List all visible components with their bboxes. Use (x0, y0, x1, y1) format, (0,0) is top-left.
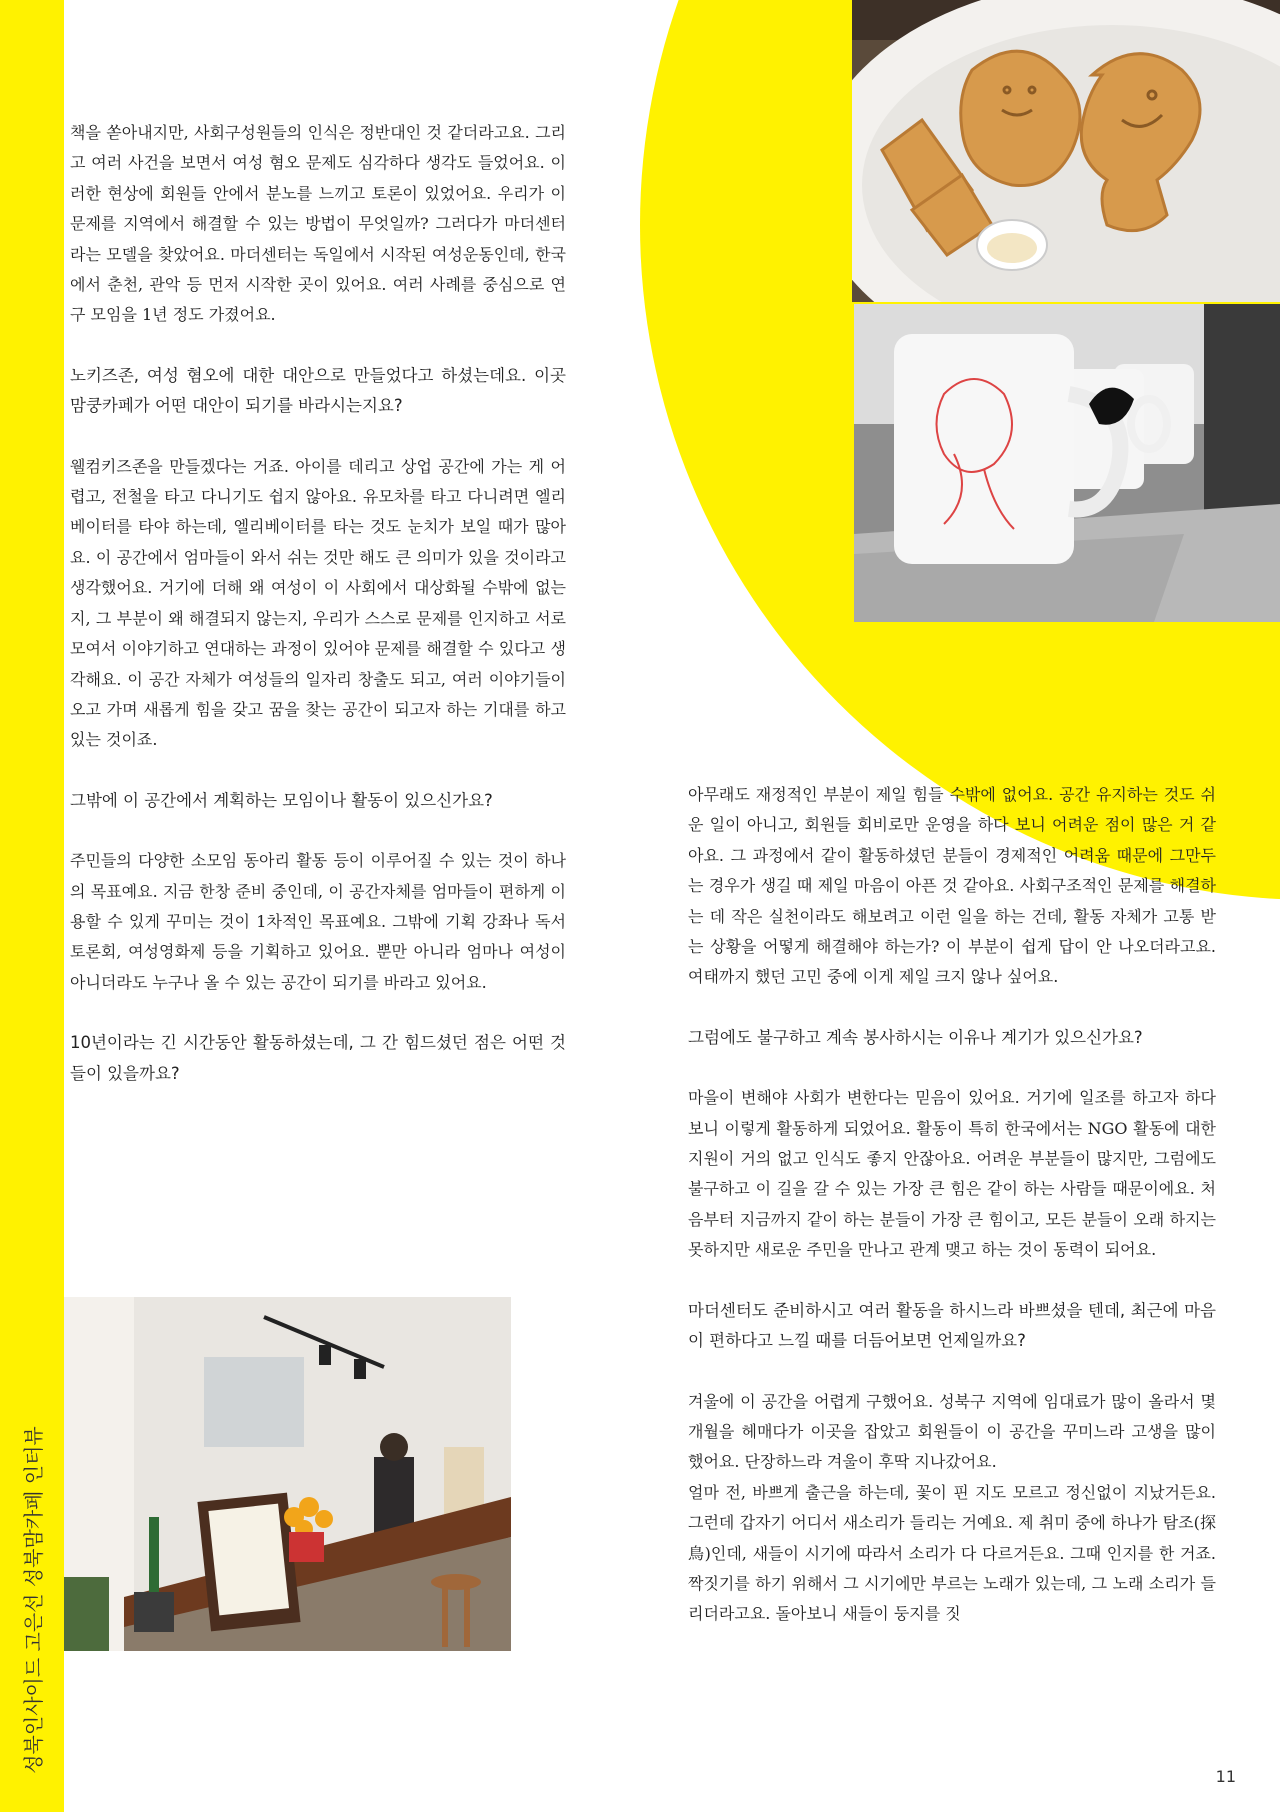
page-number: 11 (1215, 1767, 1236, 1786)
left-text-column (70, 118, 566, 1089)
mugs-photo (854, 304, 1280, 622)
right-text-column (688, 780, 1216, 1630)
answer-paragraph: 아무래도 재정적인 부분이 제일 힘들 수밖에 없어요. 공간 유지하는 것도 쉬운 일이 아니고, 회원들 회비로만 운영을 하다 보니 어려운 점이 많은 거 같아요. 그 과정에서 같이 활동하셨던 분들이 경제적인 어려움 때문에 그만두는 경우가 생길 때 제일 마음이 아픈 것 같아요. 사회구조적인 문제를 해결하는 데 작은 실천이라도 해보려고 이런 일을 하는 건데, 활동 자체가 고통 받는 상황을 어떻게 해결해야 하는가? 이 부분이 쉽게 답이 안 나오더라고요. 여태까지 했던 고민 중에 이게 제일 크지 않나 싶어요. (688, 785, 1216, 987)
waffle-image (852, 0, 1280, 302)
question-heading: 그밖에 이 공간에서 계획하는 모임이나 활동이 있으신가요? (70, 790, 493, 810)
mugs-image (854, 304, 1280, 622)
waffle-photo (852, 0, 1280, 302)
question-heading: 마더센터도 준비하시고 여러 활동을 하시느라 바쁘셨을 텐데, 최근에 마음이 편하다고 느낄 때를 더듬어보면 언제일까요? (688, 1300, 1216, 1351)
sidebar-label-text: 성북인사이드 고은선 성북맘카페 인터뷰 (21, 1426, 46, 1774)
sidebar-label (6, 1400, 58, 1800)
answer-paragraph: 겨울에 이 공간을 어렵게 구했어요. 성북구 지역에 임대료가 많이 올라서 몇 개월을 헤매다가 이곳을 잡았고 회원들이 이 공간을 꾸미느라 고생을 많이 했어요. 단장하느라 겨울이 후딱 지나갔어요. (688, 1391, 1216, 1472)
answer-paragraph: 책을 쏟아내지만, 사회구성원들의 인식은 정반대인 것 같더라고요. 그리고 여러 사건을 보면서 여성 혐오 문제도 심각하다 생각도 들었어요. 이러한 현상에 회원들 안에서 분노를 느끼고 토론이 있었어요. 우리가 이 문제를 지역에서 해결할 수 있는 방법이 무엇일까? 그러다가 마더센터라는 모델을 찾았어요. 마더센터는 독일에서 시작된 여성운동인데, 한국에서 춘천, 관악 등 먼저 시작한 곳이 있어요. 여러 사례를 중심으로 연구 모임을 1년 정도 가졌어요. (70, 123, 566, 325)
cafe-image (64, 1297, 511, 1651)
answer-paragraph: 마을이 변해야 사회가 변한다는 믿음이 있어요. 거기에 일조를 하고자 하다 보니 이렇게 활동하게 되었어요. 활동이 특히 한국에서는 NGO 활동에 대한 지원이 거의 없고 인식도 좋지 안잖아요. 어려운 부분들이 많지만, 그럼에도 불구하고 이 길을 갈 수 있는 가장 큰 힘은 같이 하는 사람들 때문이에요. 처음부터 지금까지 같이 하는 분들이 가장 큰 힘이고, 모든 분들이 오래 하지는 못하지만 새로운 주민을 만나고 관계 맺고 하는 것이 동력이 되어요. (688, 1088, 1216, 1260)
answer-paragraph: 주민들의 다양한 소모임 동아리 활동 등이 이루어질 수 있는 것이 하나의 목표예요. 지금 한창 준비 중인데, 이 공간자체를 엄마들이 편하게 이용할 수 있게 꾸미는 것이 1차적인 목표예요. 그밖에 기획 강좌나 독서토론회, 여성영화제 등을 기획하고 있어요. 뿐만 아니라 엄마나 여성이 아니더라도 누구나 올 수 있는 공간이 되기를 바라고 있어요. (70, 851, 566, 992)
answer-paragraph: 웰컴키즈존을 만들겠다는 거죠. 아이를 데리고 상업 공간에 가는 게 어렵고, 전철을 타고 다니기도 쉽지 않아요. 유모차를 타고 다니려면 엘리베이터를 타야 하는데, 엘리베이터를 타는 것도 눈치가 보일 때가 많아요. 이 공간에서 엄마들이 와서 쉬는 것만 해도 큰 의미가 있을 것이라고 생각했어요. 거기에 더해 왜 여성이 이 사회에서 대상화될 수밖에 없는지, 그 부분이 왜 해결되지 않는지, 우리가 스스로 문제를 인지하고 서로 모여서 이야기하고 연대하는 과정이 있어야 문제를 해결할 수 있다고 생각해요. 이 공간 자체가 여성들의 일자리 창출도 되고, 여러 이야기들이 오고 가며 새롭게 힘을 갖고 꿈을 찾는 공간이 되고자 하는 기대를 하고 있는 것이죠. (70, 456, 566, 750)
cafe-interior-photo (64, 1297, 511, 1651)
answer-paragraph: 얼마 전, 바쁘게 출근을 하는데, 꽃이 핀 지도 모르고 정신없이 지났거든요. 그런데 갑자기 어디서 새소리가 들리는 거예요. 제 취미 중에 하나가 탐조(探鳥)인데, 새들이 시기에 따라서 소리가 다 다르거든요. 그때 인지를 한 거죠. 짝짓기를 하기 위해서 그 시기에만 부르는 노래가 있는데, 그 노래 소리가 들리더라고요. 돌아보니 새들이 둥지를 짓 (688, 1482, 1216, 1624)
question-heading: 그럼에도 불구하고 계속 봉사하시는 이유나 계기가 있으신가요? (688, 1027, 1143, 1047)
question-heading: 10년이라는 긴 시간동안 활동하셨는데, 그 간 힘드셨던 점은 어떤 것들이 있을까요? (70, 1033, 566, 1083)
question-heading: 노키즈존, 여성 혐오에 대한 대안으로 만들었다고 하셨는데요. 이곳 맘쿵카페가 어떤 대안이 되기를 바라시는지요? (70, 365, 566, 416)
